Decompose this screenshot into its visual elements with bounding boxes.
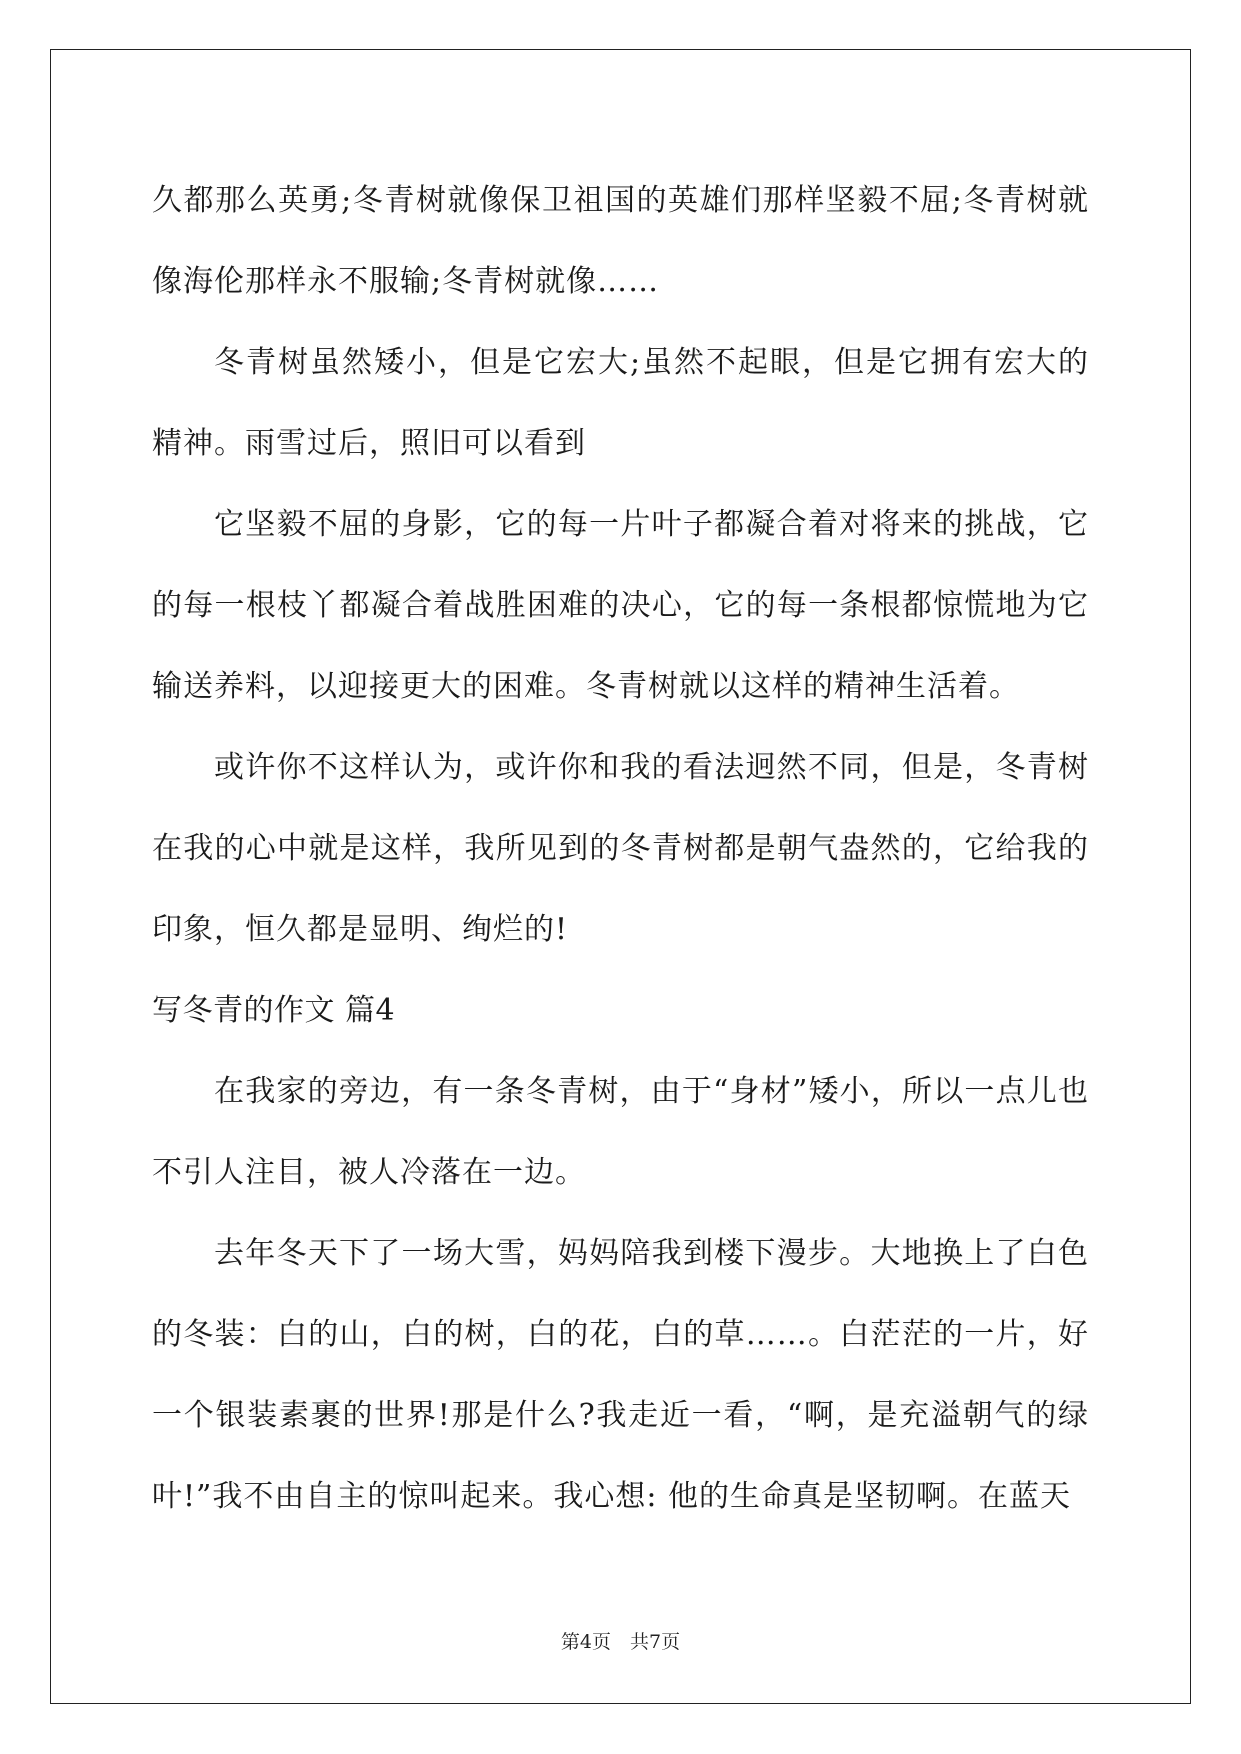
section-heading: 写冬青的作文 篇4 xyxy=(152,993,396,1028)
paragraph-3: 它坚毅不屈的身影，它的每一片叶子都凝合着对将来的挑战，它的每一根枝丫都凝合着战胜困难的决心，它的每一条根都惊慌地为它输送养料，以迎接更大的困难。冬青树就以这样的精神生活着。 xyxy=(152,507,1089,704)
paragraph-1: 久都那么英勇;冬青树就像保卫祖国的英雄们那样坚毅不屈;冬青树就像海伦那样永不服输;冬青树就像…… xyxy=(152,183,1089,299)
section-paragraph-2: 去年冬天下了一场大雪，妈妈陪我到楼下漫步。大地换上了白色的冬装：白的山，白的树，白的花，白的草……。白茫茫的一片，好一个银装素裹的世界!那是什么?我走近一看，“啊，是充溢朝气的绿叶!”我不由自主的惊叫起来。我心想: 他的生命真是坚韧啊。在蓝天 xyxy=(152,1236,1089,1514)
paragraph-2: 冬青树虽然矮小，但是它宏大;虽然不起眼，但是它拥有宏大的精神。雨雪过后，照旧可以看到 xyxy=(152,345,1089,461)
paragraph-4: 或许你不这样认为，或许你和我的看法迥然不同，但是，冬青树在我的心中就是这样，我所见到的冬青树都是朝气盎然的，它给我的印象，恒久都是显明、绚烂的! xyxy=(152,750,1089,947)
page-footer: 第4页 共7页 xyxy=(560,1631,681,1653)
document-body xyxy=(152,160,1089,1537)
section-paragraph-1: 在我家的旁边，有一条冬青树，由于“身材”矮小，所以一点儿也不引人注目，被人冷落在一边。 xyxy=(152,1074,1089,1190)
